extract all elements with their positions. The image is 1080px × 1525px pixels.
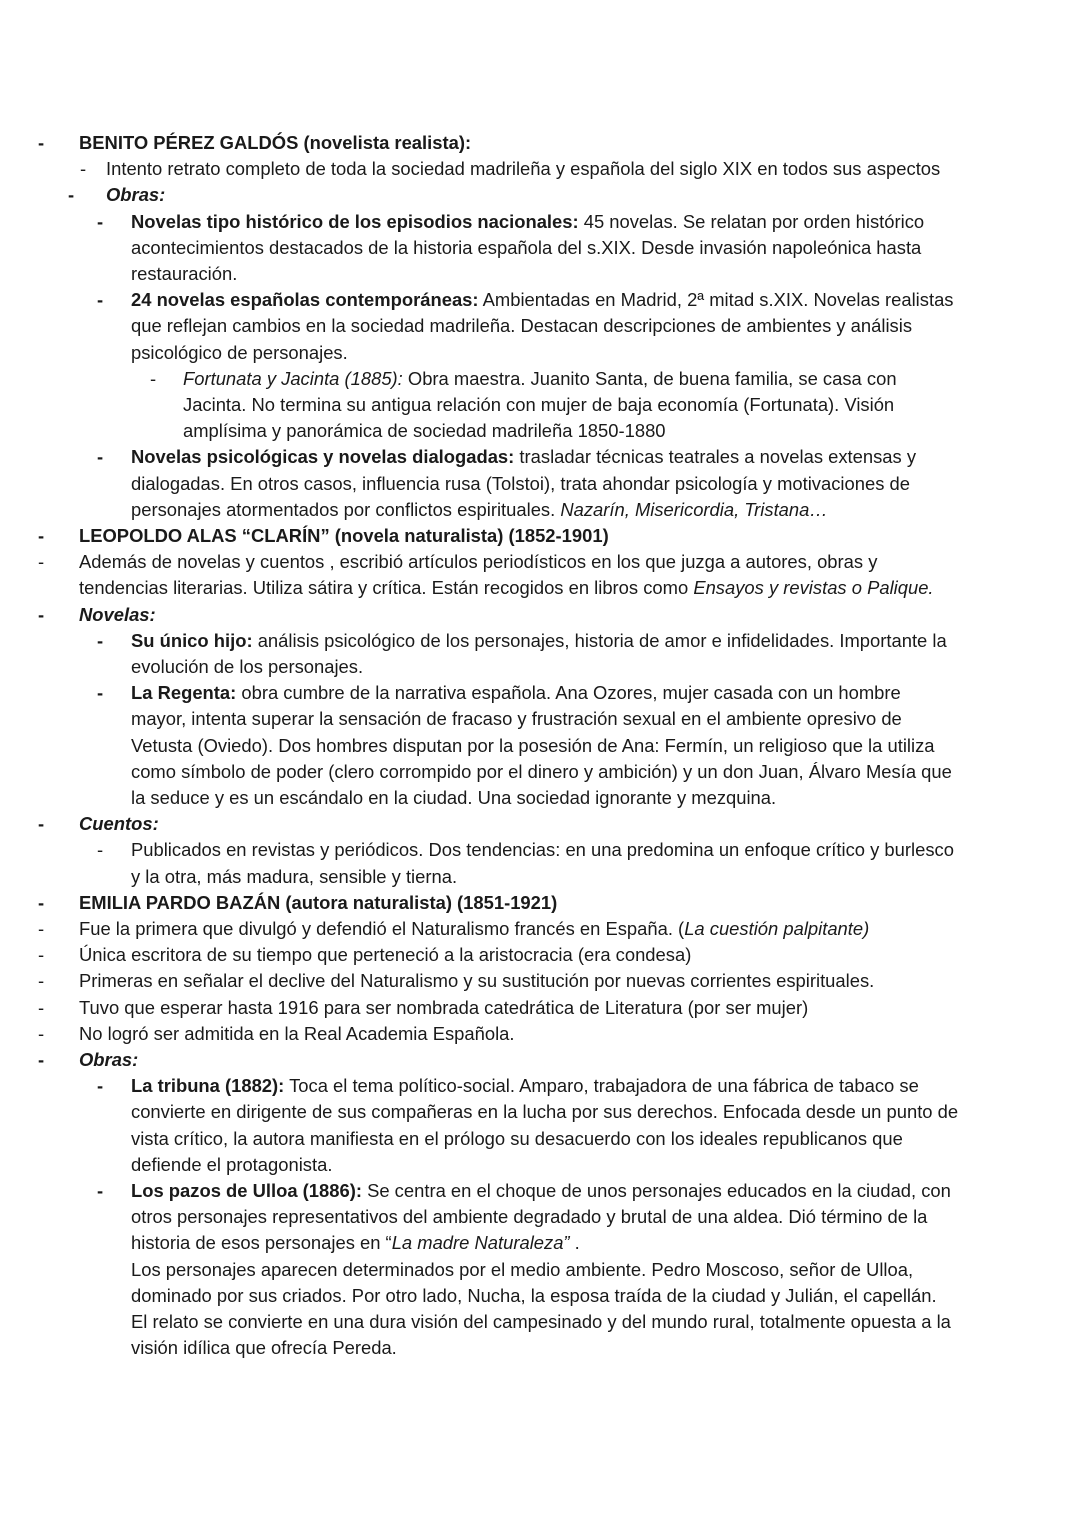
text-run: y la otra, más madura, sensible y tierna.	[131, 865, 458, 887]
text-line	[0, 235, 1080, 261]
text-run: acontecimientos destacados de la historia española del s.XIX. Desde invasión napoleónica hasta	[131, 236, 922, 258]
text-run: amplísima y panorámica de sociedad madrileña 1850-1880	[183, 420, 666, 442]
text-run: otros personajes representativos del ambiente degradado y brutal de una aldea. Dió término de la	[131, 1206, 928, 1228]
text-line	[0, 942, 1080, 968]
text-line	[0, 1126, 1080, 1152]
text-run: visión idílica que ofrecía Pereda.	[131, 1337, 397, 1359]
bullet-dash: -	[38, 603, 45, 625]
text-line	[0, 654, 1080, 680]
text-run: La Regenta:	[131, 682, 237, 704]
line-text	[79, 942, 691, 968]
line-text	[183, 366, 897, 392]
text-run: Fue la primera que divulgó y defendió el Naturalismo francés en España. (	[79, 918, 685, 939]
line-text	[131, 261, 237, 287]
text-line	[0, 1257, 1080, 1283]
text-run: Además de novelas y cuentos , escribió artículos periodísticos en los que juzga a autores, obras y	[79, 551, 878, 573]
line-text	[131, 1178, 951, 1204]
line-text	[79, 968, 874, 994]
text-run: análisis psicológico de los personajes, historia de amor e infidelidades. Importante la	[252, 629, 947, 651]
line-text	[131, 1283, 937, 1309]
line-text	[131, 628, 947, 654]
bullet-dash: -	[97, 446, 104, 468]
bullet-dash: -	[38, 525, 45, 546]
bullet-dash: -	[97, 289, 104, 311]
text-run: la seduce y es un escándalo en la ciudad. Una sociedad ignorante y mezquina.	[131, 787, 777, 808]
bullet-dash: -	[38, 918, 45, 939]
line-text	[131, 313, 912, 339]
line-text	[79, 890, 557, 916]
text-run: LEOPOLDO ALAS “CLARÍN” (novela naturalista) (1852-1901)	[79, 525, 609, 546]
line-text	[79, 602, 156, 628]
text-line	[0, 916, 1080, 942]
text-run: que reflejan cambios en la sociedad madrileña. Destacan descripciones de ambientes y análisis	[131, 315, 913, 337]
line-text	[79, 1047, 138, 1073]
text-run: defiende el protagonista.	[131, 1153, 333, 1175]
text-line	[0, 418, 1080, 444]
text-line	[0, 392, 1080, 418]
text-line	[0, 1309, 1080, 1335]
text-line	[0, 549, 1080, 575]
bullet-dash: -	[38, 813, 45, 835]
text-run: Publicados en revistas y periódicos. Dos tendencias: en una predomina un enfoque crítico y burlesco	[131, 839, 954, 861]
text-line	[0, 680, 1080, 706]
text-line	[0, 471, 1080, 497]
text-run: trasladar técnicas teatrales a novelas extensas y	[514, 446, 917, 468]
line-text	[131, 785, 776, 811]
text-run: La cuestión palpitante)	[684, 918, 870, 939]
text-run: Intento retrato completo de toda la sociedad madrileña y española del siglo XIX en todos sus aspectos	[106, 158, 941, 180]
bullet-dash: -	[38, 891, 45, 913]
text-run: mayor, intenta superar la sensación de fracaso y frustración sexual en el ambiente opresivo de	[131, 708, 902, 730]
line-text	[131, 864, 457, 890]
bullet-dash: -	[97, 210, 104, 232]
text-run: Ambientadas en Madrid, 2ª mitad s.XIX. Novelas realistas	[478, 289, 954, 311]
text-line	[0, 444, 1080, 470]
line-text	[131, 497, 828, 523]
line-text	[79, 523, 609, 549]
line-text	[131, 287, 954, 313]
line-text	[79, 1021, 515, 1047]
text-run: .	[569, 1232, 580, 1254]
text-line	[0, 366, 1080, 392]
line-text	[131, 759, 952, 785]
text-run: tendencias literarias. Utiliza sátira y crítica. Están recogidos en libros como	[79, 577, 694, 599]
bullet-dash: -	[97, 682, 104, 704]
line-text	[131, 471, 910, 497]
line-text	[131, 1204, 927, 1230]
text-line	[0, 130, 1080, 156]
text-line	[0, 1335, 1080, 1361]
text-run: Se centra en el choque de unos personajes educados en la ciudad, con	[361, 1180, 951, 1201]
line-text	[131, 1230, 580, 1256]
text-line	[0, 706, 1080, 732]
text-run: Primeras en señalar el declive del Naturalismo y su sustitución por nuevas corrientes espirituales.	[79, 970, 875, 992]
text-line	[0, 968, 1080, 994]
bullet-dash: -	[97, 1180, 104, 1201]
text-run: El relato se convierte en una dura visión del campesinado y del mundo rural, totalmente opuesta a la	[131, 1311, 951, 1332]
text-run: como símbolo de poder (clero corrompido por el dinero y ambición) y un don Juan, Álvaro Mesía que	[131, 760, 952, 782]
text-run: Obra maestra. Juanito Santa, de buena familia, se casa con	[402, 367, 897, 389]
text-run: 45 novelas. Se relatan por orden histórico	[578, 210, 925, 232]
text-line	[0, 1021, 1080, 1047]
text-line	[0, 1178, 1080, 1204]
text-line	[0, 733, 1080, 759]
text-line	[0, 340, 1080, 366]
line-text	[79, 130, 471, 156]
bullet-dash: -	[150, 367, 157, 389]
line-text	[131, 1126, 903, 1152]
text-line	[0, 602, 1080, 628]
line-text	[131, 1073, 919, 1099]
line-text	[106, 182, 165, 208]
bullet-dash: -	[38, 944, 45, 966]
text-run: Jacinta. No termina su antigua relación con mujer de baja economía (Fortunata). Visión	[183, 394, 895, 415]
text-line	[0, 182, 1080, 208]
text-line	[0, 1230, 1080, 1256]
text-run: EMILIA PARDO BAZÁN (autora naturalista) (1851-1921)	[79, 891, 558, 913]
line-text	[131, 1152, 332, 1178]
text-run: dialogadas. En otros casos, influencia rusa (Tolstoi), trata ahondar psicología y motivaciones de	[131, 472, 910, 494]
text-line	[0, 1152, 1080, 1178]
bullet-dash: -	[97, 1075, 104, 1097]
line-text	[131, 733, 935, 759]
text-run: restauración.	[131, 263, 238, 284]
text-run: Novelas:	[79, 603, 156, 625]
bullet-dash: -	[38, 1022, 45, 1044]
text-run: Única escritora de su tiempo que perteneció a la aristocracia (era condesa)	[79, 944, 692, 966]
line-text	[79, 575, 934, 601]
line-text	[131, 1257, 913, 1283]
text-run: Los personajes aparecen determinados por el medio ambiente. Pedro Moscoso, señor de Ulloa,	[131, 1258, 914, 1280]
text-run: Cuentos:	[79, 813, 159, 835]
text-run: historia de esos personajes en “	[131, 1232, 392, 1254]
line-text	[131, 706, 902, 732]
line-text	[131, 444, 916, 470]
line-text	[79, 811, 159, 837]
bullet-dash: -	[38, 551, 45, 573]
bullet-dash: -	[38, 970, 45, 992]
text-run: Obras:	[79, 1049, 139, 1070]
text-run: Vetusta (Oviedo). Dos hombres disputan por la posesión de Ana: Fermín, un religioso que la utiliza	[131, 734, 935, 756]
text-run: vista crítico, la autora manifiesta en el prólogo su desacuerdo con los ideales republicanos que	[131, 1127, 903, 1149]
text-run: Novelas psicológicas y novelas dialogadas:	[131, 446, 515, 468]
line-text	[79, 549, 877, 575]
text-run: Nazarín, Misericordia, Tristana…	[560, 498, 828, 520]
text-line	[0, 1047, 1080, 1073]
text-line	[0, 1204, 1080, 1230]
bullet-dash: -	[38, 1049, 45, 1070]
text-run: dominado por sus criados. Por otro lado, Nucha, la esposa traída de la ciudad y Julián, el capellán.	[131, 1284, 937, 1306]
text-line	[0, 759, 1080, 785]
line-text	[131, 209, 924, 235]
text-run: Obras:	[106, 184, 166, 206]
line-text	[106, 156, 940, 182]
text-line	[0, 209, 1080, 235]
bullet-dash: -	[97, 839, 104, 861]
text-line	[0, 628, 1080, 654]
line-text	[131, 654, 363, 680]
text-line	[0, 995, 1080, 1021]
line-text	[131, 235, 921, 261]
line-text	[79, 995, 808, 1021]
text-run: Ensayos y revistas o Palique.	[693, 577, 934, 599]
text-line	[0, 497, 1080, 523]
text-run: Toca el tema político-social. Amparo, trabajadora de una fábrica de tabaco se	[284, 1075, 919, 1097]
text-line	[0, 313, 1080, 339]
text-run: Los pazos de Ulloa (1886):	[131, 1180, 362, 1201]
bullet-dash: -	[97, 629, 104, 651]
text-run: 24 novelas españolas contemporáneas:	[131, 289, 479, 311]
line-text	[183, 392, 894, 418]
line-text	[131, 340, 348, 366]
text-run: personajes atormentados por conflictos espirituales.	[131, 498, 561, 520]
text-run: La madre Naturaleza”	[391, 1232, 570, 1254]
text-line	[0, 890, 1080, 916]
line-text	[131, 680, 901, 706]
text-line	[0, 1073, 1080, 1099]
bullet-dash: -	[38, 132, 45, 153]
text-line	[0, 864, 1080, 890]
line-text	[79, 916, 869, 942]
text-run: Tuvo que esperar hasta 1916 para ser nombrada catedrática de Literatura (por ser mujer)	[79, 996, 809, 1018]
text-run: BENITO PÉREZ GALDÓS (novelista realista):	[79, 132, 472, 153]
text-line	[0, 1099, 1080, 1125]
text-run: Fortunata y Jacinta (1885):	[183, 367, 403, 389]
text-run: No logró ser admitida en la Real Academia Española.	[79, 1022, 515, 1044]
bullet-dash: -	[80, 158, 87, 180]
text-line	[0, 261, 1080, 287]
line-text	[183, 418, 666, 444]
text-line	[0, 575, 1080, 601]
text-run: evolución de los personajes.	[131, 656, 364, 677]
line-text	[131, 1309, 951, 1335]
text-run: Su único hijo:	[131, 629, 253, 651]
line-text	[131, 837, 954, 863]
line-text	[131, 1099, 958, 1125]
text-line	[0, 785, 1080, 811]
bullet-dash: -	[38, 996, 45, 1018]
text-line	[0, 156, 1080, 182]
text-run: La tribuna (1882):	[131, 1075, 285, 1097]
text-run: convierte en dirigente de sus compañeras en la lucha por sus derechos. Enfocada desde un punto de	[131, 1101, 959, 1123]
line-text	[131, 1335, 397, 1361]
text-line	[0, 523, 1080, 549]
text-line	[0, 287, 1080, 313]
text-line	[0, 837, 1080, 863]
text-line	[0, 811, 1080, 837]
text-run: obra cumbre de la narrativa española. Ana Ozores, mujer casada con un hombre	[236, 682, 901, 704]
text-run: Novelas tipo histórico de los episodios nacionales:	[131, 210, 579, 232]
text-line	[0, 1283, 1080, 1309]
bullet-dash: -	[68, 184, 75, 206]
text-run: psicológico de personajes.	[131, 341, 348, 363]
